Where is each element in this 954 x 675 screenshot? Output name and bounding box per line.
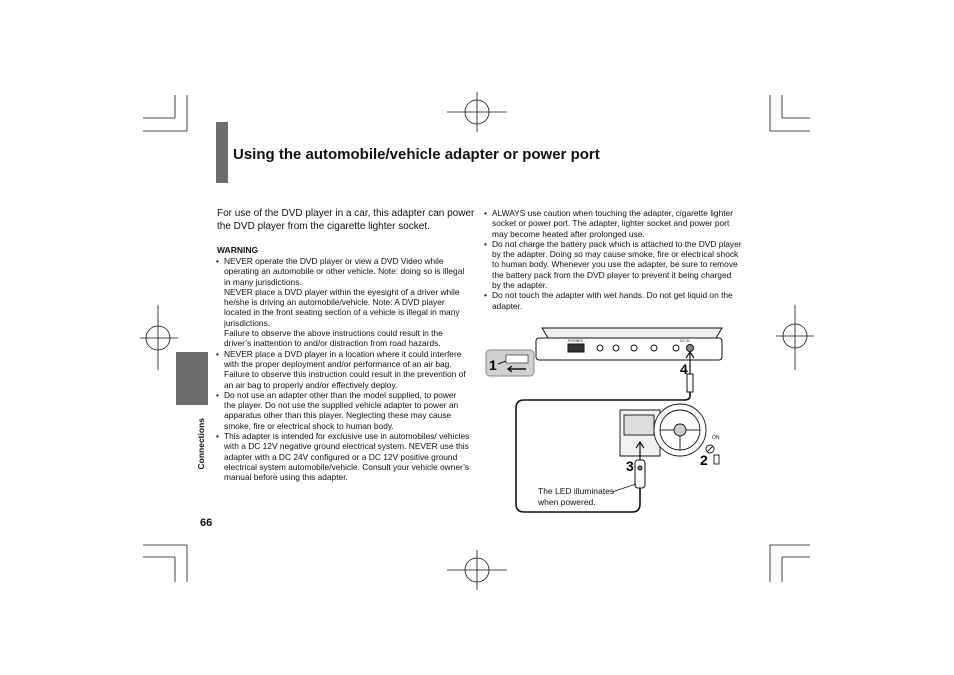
led-indicator-icon bbox=[638, 466, 642, 470]
step-number: 3 bbox=[626, 458, 634, 474]
page-title: Using the automobile/vehicle adapter or power port bbox=[233, 146, 600, 163]
section-tab bbox=[176, 352, 208, 405]
registration-target-right bbox=[776, 305, 814, 370]
step-number: 1 bbox=[489, 357, 497, 373]
crop-mark-bottom-left bbox=[143, 545, 187, 582]
step-number: 2 bbox=[700, 452, 708, 468]
crop-mark-top-left bbox=[143, 95, 187, 131]
warning-item bbox=[216, 256, 470, 349]
led-label: The LED illuminates when powered. bbox=[538, 486, 615, 507]
intro-paragraph: For use of the DVD player in a car, this adapter can power the DVD player from the cigarette lighter socket. bbox=[217, 208, 475, 232]
crop-mark-top-right bbox=[770, 95, 810, 131]
step-number: 4 bbox=[680, 361, 688, 377]
warning-item bbox=[216, 390, 470, 431]
warning-paragraph: • NEVER place a DVD player in a location where it could interfere with the proper deployment and/or performance of an air bag. bbox=[224, 348, 462, 369]
warning-paragraph: Failure to observe this instruction could result in the prevention of an air bag to properly and/or effectively deploy. bbox=[224, 369, 466, 390]
port-label-phones: PHONES bbox=[568, 339, 583, 343]
port-label-dc-in: DC IN bbox=[680, 339, 690, 343]
caution-item: • ALWAYS use caution when touching the adapter, cigarette lighter socket or power port. The adapter, lighter socket and power port may become heated after prolonged use. bbox=[484, 208, 742, 239]
ignition-on-label: ON bbox=[712, 435, 720, 441]
key-icon bbox=[714, 455, 719, 464]
warning-paragraph: • This adapter is intended for exclusive use in automobiles/ vehicles with a DC 12V negative ground electrical system. NEVER use this adapter with a DC 24V configured or a DC 12V positive ground electrical system automobile/vehicle. Consult your vehicle owner’s manual before using this adapter. bbox=[224, 431, 470, 483]
dvd-player-illustration bbox=[536, 328, 722, 360]
caution-list bbox=[484, 208, 742, 311]
warning-paragraph: NEVER place a DVD player within the eyesight of a driver while he/she is driving an automobile/vehicle. Note: A DVD player located in the front seating section of a vehicle is illegal in many jurisdictions. bbox=[224, 286, 460, 328]
page-number: 66 bbox=[200, 517, 213, 529]
warning-paragraph: • NEVER operate the DVD player or view a DVD Video while operating an automobile or other vehicle. Note: doing so is illegal in many jurisdictions. bbox=[224, 256, 465, 287]
section-label: Connections bbox=[196, 418, 206, 470]
registration-target-bottom bbox=[447, 550, 507, 590]
crop-mark-bottom-right bbox=[770, 545, 810, 582]
warning-item bbox=[216, 431, 470, 482]
warning-item bbox=[216, 349, 470, 390]
registration-target-top bbox=[447, 92, 507, 132]
warning-paragraph: Failure to observe the above instructions could result in the driver’s inattention to and/or distraction from road hazards. bbox=[224, 328, 443, 349]
warning-heading: WARNING bbox=[217, 245, 259, 255]
registration-target-left bbox=[140, 305, 178, 370]
warning-list bbox=[216, 256, 470, 483]
caution-item: • Do not charge the battery pack which is attached to the DVD player by the adapter. Doing so may cause smoke, fire or electrical shock to human body. Whenever you use the adapter, be sure to remove the battery pack from the DVD player to prevent it being charged by the adapter. bbox=[484, 239, 742, 290]
caution-item: • Do not touch the adapter with wet hands. Do not get liquid on the adapter. bbox=[484, 290, 742, 311]
title-accent-bar bbox=[216, 122, 228, 183]
warning-paragraph: • Do not use an adapter other than the model supplied, to power the player. Do not use the supplied vehicle adapter to power an apparatus other than this player. Neglecting these may cause smoke, fire or electrical shock to human body. bbox=[224, 389, 459, 431]
